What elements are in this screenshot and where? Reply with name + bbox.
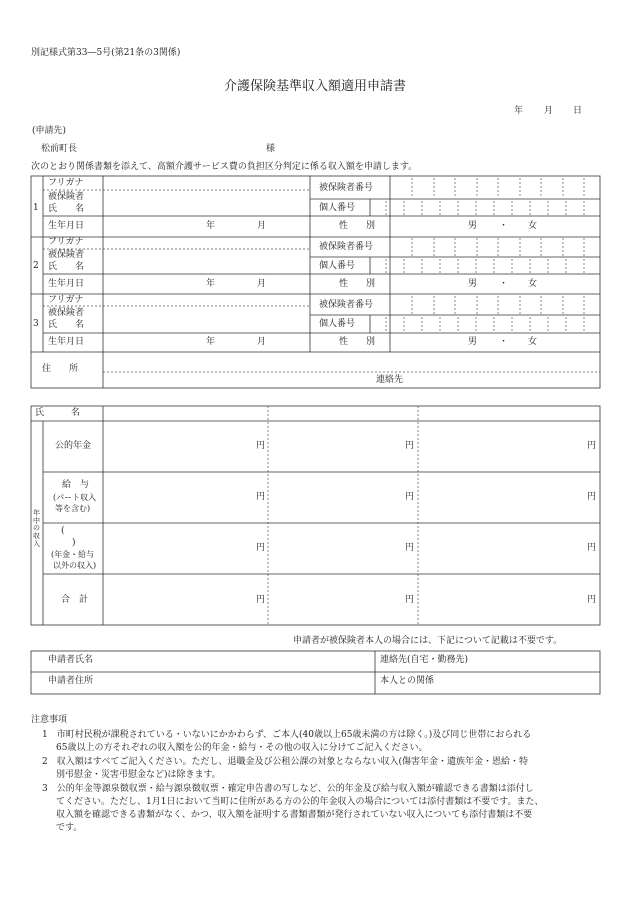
furigana-label: フリガナ xyxy=(48,178,84,188)
birth-month-label: 月 xyxy=(257,221,267,231)
salary-note-1: (パート収入 xyxy=(53,493,97,502)
note-1-line-1: 1 市町村民税が課税されている・いないにかかわらず、ご本人(40歳以上65歳未満の方は除く。)及び同じ世帯におられる xyxy=(42,730,532,740)
note-3-line-3: 収入額を確認できる書類がなく、かつ、収入額を証明する書類書類が発行されていない収入についても添付書類は不要 xyxy=(56,810,533,820)
insured-person-label: 被保険者 xyxy=(48,308,85,318)
form-reference: 別記様式第33―5号(第21条の3関係) xyxy=(31,48,181,58)
yen-unit: 円 xyxy=(587,492,597,502)
other-note-1: (年金・給与 xyxy=(51,550,95,559)
sex-label: 性 別 xyxy=(339,337,376,347)
birthdate-label: 生年月日 xyxy=(48,279,85,289)
note-3-line-4: です。 xyxy=(56,823,83,833)
birthdate-label: 生年月日 xyxy=(48,337,85,347)
other-note-2: 以外の収入) xyxy=(53,561,97,570)
income-name-label: 氏 名 xyxy=(35,408,81,418)
yen-unit: 円 xyxy=(256,543,266,553)
insured-person-label: 被保険者 xyxy=(48,250,85,260)
sex-label: 性 別 xyxy=(339,221,376,231)
applicant-contact-label: 連絡先(自宅・勤務先) xyxy=(380,655,469,665)
note-2-line-2: 別弔慰金・災害弔慰金など)は除きます。 xyxy=(56,770,221,780)
yen-unit: 円 xyxy=(256,441,266,451)
yen-unit: 円 xyxy=(587,441,597,451)
sex-separator: ・ xyxy=(499,337,509,347)
insured-name-label: 氏 名 xyxy=(48,204,85,214)
birth-year-label: 年 xyxy=(206,279,216,289)
relationship-label: 本人との関係 xyxy=(380,676,435,686)
birthdate-label: 生年月日 xyxy=(48,221,85,231)
row-number-3: 3 xyxy=(33,319,39,329)
date-year-label: 年 xyxy=(514,106,524,116)
sex-label: 性 別 xyxy=(339,279,376,289)
birth-month-label: 月 xyxy=(257,337,267,347)
date-month-label: 月 xyxy=(544,106,554,116)
applicant-name-label: 申請者氏名 xyxy=(48,655,94,665)
yen-unit: 円 xyxy=(587,543,597,553)
birth-year-label: 年 xyxy=(206,221,216,231)
sex-male[interactable]: 男 xyxy=(468,279,478,289)
personal-number-label: 個人番号 xyxy=(319,261,356,271)
public-pension-label: 公的年金 xyxy=(55,441,92,451)
yen-unit: 円 xyxy=(405,543,415,553)
contact-label: 連絡先 xyxy=(376,375,404,385)
insured-number-label: 被保険者番号 xyxy=(319,300,374,310)
addressee-label: (申請先) xyxy=(32,126,67,136)
sex-male[interactable]: 男 xyxy=(468,221,478,231)
total-label: 合 計 xyxy=(61,595,89,605)
salary-note-2: 等を含む) xyxy=(55,504,91,513)
row-number-2: 2 xyxy=(33,261,39,271)
yen-unit: 円 xyxy=(587,595,597,605)
other-paren-open: ( xyxy=(61,526,65,536)
sex-separator: ・ xyxy=(499,221,509,231)
sex-male[interactable]: 男 xyxy=(468,337,478,347)
page-title: 介護保険基準収入額適用申請書 xyxy=(223,79,406,94)
furigana-label: フリガナ xyxy=(48,237,84,247)
note-3-line-2: てください。ただし、1月1日において当町に住所がある方の公的年金収入の場合については添付書類は不要です。また、 xyxy=(56,797,544,807)
applicant-notice: 申請者が被保険者本人の場合には、下記について記載は不要です。 xyxy=(293,636,563,646)
other-paren-close: ) xyxy=(72,538,76,548)
insured-person-label: 被保険者 xyxy=(48,192,85,202)
birth-month-label: 月 xyxy=(257,279,267,289)
annual-income-side-label: 年中の収入 xyxy=(33,509,40,548)
sex-female[interactable]: 女 xyxy=(528,221,538,231)
birth-year-label: 年 xyxy=(206,337,216,347)
insured-number-label: 被保険者番号 xyxy=(319,183,374,193)
addressee: 松前町長 xyxy=(41,144,78,154)
insured-name-label: 氏 名 xyxy=(48,262,85,272)
intro-text: 次のとおり関係書類を添えて、高額介護サービス費の負担区分判定に係る収入額を申請します。 xyxy=(31,162,418,172)
date-day-label: 日 xyxy=(573,106,583,116)
note-2-line-1: 2 収入額はすべてご記入ください。ただし、退職金及び公租公課の対象とならない収入(傷害年金・遺族年金・恩給・特 xyxy=(42,757,529,767)
insured-name-label: 氏 名 xyxy=(48,320,85,330)
sex-female[interactable]: 女 xyxy=(528,279,538,289)
furigana-label: フリガナ xyxy=(48,295,84,305)
row-number-1: 1 xyxy=(33,203,39,213)
note-1-line-2: 65歳以上の方それぞれの収入額を公的年金・給与・その他の収入に分けてご記入ください。 xyxy=(56,743,428,753)
yen-unit: 円 xyxy=(405,441,415,451)
notes-title: 注意事項 xyxy=(31,715,68,725)
yen-unit: 円 xyxy=(405,492,415,502)
sex-female[interactable]: 女 xyxy=(528,337,538,347)
yen-unit: 円 xyxy=(256,595,266,605)
sex-separator: ・ xyxy=(499,279,509,289)
personal-number-label: 個人番号 xyxy=(319,203,356,213)
yen-unit: 円 xyxy=(405,595,415,605)
personal-number-label: 個人番号 xyxy=(319,319,356,329)
salary-label: 給 与 xyxy=(62,480,90,490)
address-label: 住 所 xyxy=(42,364,79,374)
applicant-address-label: 申請者住所 xyxy=(48,676,94,686)
honorific: 様 xyxy=(266,144,276,154)
insured-number-label: 被保険者番号 xyxy=(319,242,374,252)
yen-unit: 円 xyxy=(256,492,266,502)
note-3-line-1: 3 公的年金等源泉徴収票・給与源泉徴収票・確定申告書の写しなど、公的年金及び給与収入額が確認できる書類は添付し xyxy=(42,784,534,794)
